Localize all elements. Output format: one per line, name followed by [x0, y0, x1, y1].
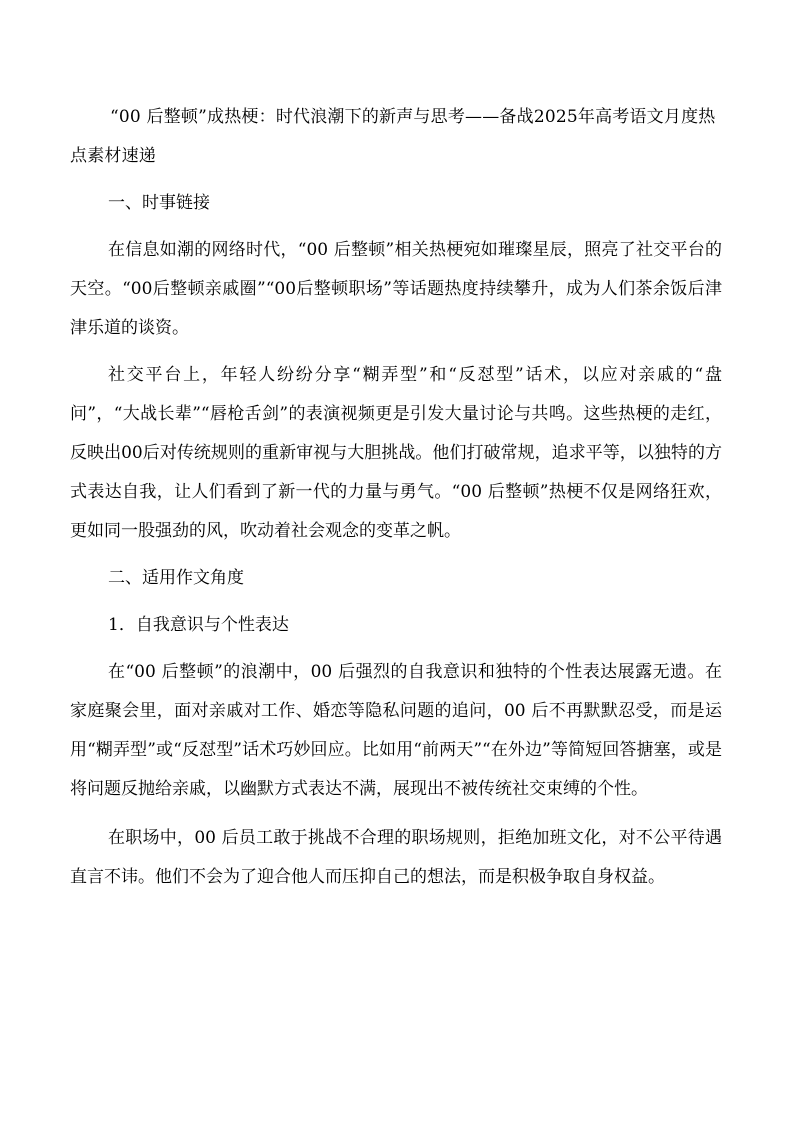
paragraph: 社交平台上，年轻人纷纷分享“糊弄型”和“反怼型”话术，以应对亲戚的“盘问”，“大战长辈”“唇枪舌剑”的表演视频更是引发大量讨论与共鸣。这些热梗的走红，反映出00后对传统规则的重新审视与大胆挑战。他们打破常规，追求平等，以独特的方式表达自我，让人们看到了新一代的力量与勇气。“00 后整顿”热梗不仅是网络狂欢，更如同一股强劲的风，吹动着社会观念的变革之帆。	[70, 365, 722, 541]
paragraph: 在信息如潮的网络时代，“00 后整顿”相关热梗宛如璀璨星辰，照亮了社交平台的天空。“00后整顿亲戚圈”“00后整顿职场”等话题热度持续攀升，成为人们茶余饭后津津乐道的谈资。	[70, 240, 722, 338]
document-title: “00 后整顿”成热梗：时代浪潮下的新声与思考——备战2025年高考语文月度热点素材速递	[70, 107, 716, 166]
paragraph: 在职场中，00 后员工敢于挑战不合理的职场规则，拒绝加班文化，对不公平待遇直言不讳。他们不会为了迎合他人而压抑自己的想法，而是积极争取自身权益。	[70, 828, 722, 887]
spacer	[70, 551, 722, 559]
section-heading-essay-angles: 二、适用作文角度	[108, 568, 244, 588]
spacer	[70, 598, 722, 606]
spacer	[70, 176, 722, 184]
document-body	[70, 98, 722, 897]
spacer	[70, 348, 722, 356]
spacer	[70, 645, 722, 653]
paragraph: 在“00 后整顿”的浪潮中，00 后强烈的自我意识和独特的个性表达展露无遗。在家庭聚会里，面对亲戚对工作、婚恋等隐私问题的追问，00 后不再默默忍受，而是运用“糊弄型”或“反怼型”话术巧妙回应。比如用“前两天”“在外边”等简短回答搪塞，或是将问题反抛给亲戚，以幽默方式表达不满，展现出不被传统社交束缚的个性。	[70, 662, 722, 799]
spacer	[70, 223, 722, 231]
section-heading-current-events: 一、时事链接	[108, 193, 210, 213]
subsection-heading-self-awareness: 1．自我意识与个性表达	[108, 615, 289, 635]
spacer	[70, 809, 722, 819]
